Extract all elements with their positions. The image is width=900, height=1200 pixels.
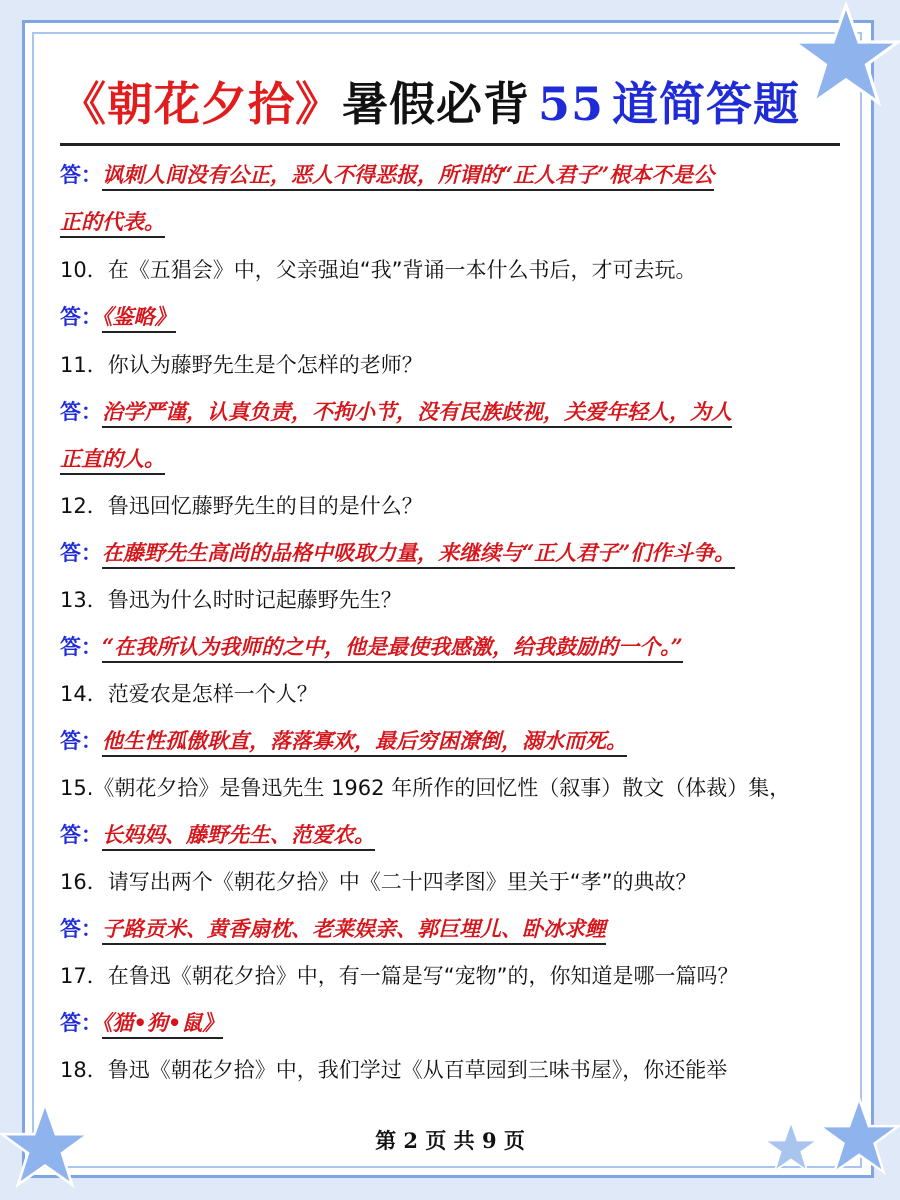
answer-11-line-2	[60, 439, 165, 479]
question-18: 18．鲁迅《朝花夕拾》中，我们学过《从百草园到三味书屋》，你还能举	[60, 1058, 728, 1082]
question-10: 10．在《五猖会》中，父亲强迫“我”背诵一本什么书后，才可去玩。	[60, 258, 697, 282]
question-13: 13．鲁迅为什么时时记起藤野先生？	[60, 588, 402, 612]
answer-13	[60, 627, 683, 667]
answer-text: 《鉴略》	[102, 304, 176, 333]
question-14: 14．范爱农是怎样一个人？	[60, 682, 318, 706]
answer-text: 在藤野先生高尚的品格中吸取力量，来继续与“正人君子”们作斗争。	[102, 540, 735, 569]
question-12: 12．鲁迅回忆藤野先生的目的是什么？	[60, 494, 423, 518]
title-book-name: 朝花夕拾	[107, 77, 295, 131]
answer-14	[60, 721, 627, 761]
question-17: 17．在鲁迅《朝花夕拾》中，有一篇是写“宠物”的，你知道是哪一篇吗？	[60, 964, 739, 988]
answer-text: 他生性孤傲耿直，落落寡欢，最后穷困潦倒，溺水而死。	[102, 728, 627, 757]
answer-text: 正的代表。	[60, 209, 165, 238]
answer-12	[60, 533, 735, 573]
answer-label: 答：	[60, 162, 102, 187]
answer-label: 答：	[60, 634, 102, 659]
answer-9-line-1	[60, 155, 714, 195]
page-title	[60, 68, 850, 138]
answer-label: 答：	[60, 1010, 102, 1035]
answer-label: 答：	[60, 916, 102, 941]
answer-text: 《猫•狗•鼠》	[102, 1010, 223, 1039]
answer-label: 答：	[60, 399, 102, 424]
title-number: 55	[538, 77, 605, 131]
question-16: 16．请写出两个《朝花夕拾》中《二十四孝图》里关于“孝”的典故？	[60, 870, 697, 894]
answer-text: 子路贡米、黄香扇枕、老莱娱亲、郭巨埋儿、卧冰求鲤	[102, 916, 606, 945]
answer-text: 正直的人。	[60, 446, 165, 475]
answer-11-line-1	[60, 392, 732, 432]
question-15: 15.《朝花夕拾》是鲁迅先生 1962 年所作的回忆性（叙事）散文（体裁）集，	[60, 776, 791, 800]
title-close-mark: 》	[295, 77, 342, 131]
answer-16	[60, 909, 606, 949]
answer-label: 答：	[60, 728, 102, 753]
answer-label: 答：	[60, 304, 102, 329]
answer-text: 治学严谨，认真负责，不拘小节，没有民族歧视，关爱年轻人，为人	[102, 399, 732, 428]
title-middle: 暑假必背	[342, 77, 530, 131]
answer-10	[60, 297, 176, 337]
answer-15	[60, 815, 375, 855]
answer-17	[60, 1003, 223, 1043]
page-number: 第 2 页 共 9 页	[375, 1128, 525, 1153]
answer-text: 长妈妈、藤野先生、范爱农。	[102, 822, 375, 851]
answer-label: 答：	[60, 822, 102, 847]
answer-label: 答：	[60, 540, 102, 565]
title-end: 道简答题	[612, 77, 801, 131]
answer-text: “在我所认为我师的之中，他是最使我感激，给我鼓励的一个。”	[102, 634, 683, 663]
answer-9-line-2	[60, 202, 165, 242]
question-11: 11．你认为藤野先生是个怎样的老师？	[60, 353, 423, 377]
title-divider	[60, 143, 840, 146]
title-open-mark: 《	[60, 77, 107, 131]
answer-text: 讽刺人间没有公正，恶人不得恶报，所谓的“正人君子”根本不是公	[102, 162, 714, 191]
